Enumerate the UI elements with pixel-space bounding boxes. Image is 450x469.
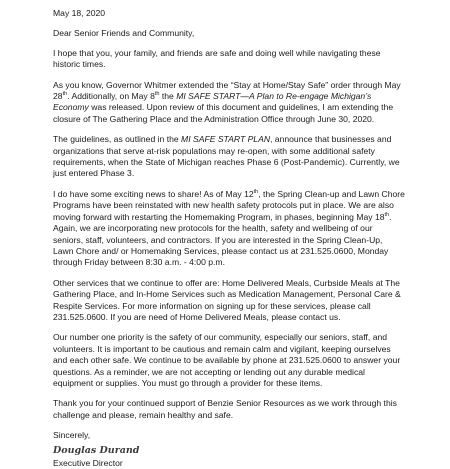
salutation: Dear Senior Friends and Community, [53,28,195,39]
plan-title: MI SAFE START PLAN [181,134,271,145]
paragraph-stay-home-order [53,80,405,126]
paragraph-guidelines [53,134,405,180]
paragraph-other-services: Other services that we continue to offer are: Home Delivered Meals, Curbside Meals at The Gathering Place, and In-Home Services such as Medication Management, Personal Care & Respite Services. For more information on signing up for these services, please call 231.525.0600. If you are need of Home Delivered Meals, please contact us. [53,277,401,322]
text-run: the [159,91,177,102]
ordinal-suffix: th [384,211,390,218]
text-run: The guidelines, as outlined in the [53,134,182,145]
signer-title: Executive Director [53,457,123,468]
ordinal-suffix: th [62,91,68,98]
signature: Douglas Durand [53,444,140,456]
text-run: , announce that businesses and organizations that serve at-risk populations may re-open, with some additional safety requirements, when the State of Michigan reaches Phase 6 (Post-Pandemic). Currently, we just entered Phase 3. [53,134,400,179]
paragraph-thanks: Thank you for your continued support of Benzie Senior Resources as we work through this challenge and please, remain healthy and safe. [53,398,397,420]
ordinal-suffix: th [154,91,160,98]
closing: Sincerely, [53,430,91,441]
paragraph-priority: Our number one priority is the safety of our community, especially our seniors, staff, and volunteers. It is important to be cautious and remain calm and vigilant, keeping ourselves and each other safe. We continue to be available by phone at 231.525.0600 to answer your questions. As a reminder, we are not accepting or lending out any durable medical equipment or supplies. You must go through a provider for these items. [53,332,401,388]
text-run: As you know, Governor Whitmer extended the “Stay at Home/Stay Safe” order through May 28 [53,79,401,102]
text-run: . Again, we are incorporating new protocols for the health, safety and wellbeing of our seniors, staff, volunteers, and contractors. If you are interested in the Spring Clean-Up, Lawn Chore and/ or Homemaking Services, please contact us at 231.525.0600, Monday through Friday between 8:30 a.m. - 4:00 p.m. [53,211,392,268]
text-run: was released. Upon review of this document and guidelines, I am extending the closure of The Gathering Place and the Administration Office through June 30, 2020. [53,102,394,124]
text-run: , the Spring Clean-up and Lawn Chore Programs have been reinstated with new health safety protocols put in place. We are also moving forward with restarting the Homemaking Program, in phases, beginning May 18 [53,188,405,222]
plan-title: MI SAFE START—A Plan to Re-engage Michigan’s Economy [53,91,372,113]
ordinal-suffix: th [253,189,259,196]
text-run: . Additionally, on May 8 [67,91,155,102]
paragraph-news [53,189,405,269]
text-run: I do have some exciting news to share! As of May 12 [53,188,254,199]
letter-date: May 18, 2020 [53,8,106,18]
paragraph-greeting: I hope that you, your family, and friends are safe and doing well while navigating these historic times. [53,47,381,70]
letter-body [53,8,405,469]
